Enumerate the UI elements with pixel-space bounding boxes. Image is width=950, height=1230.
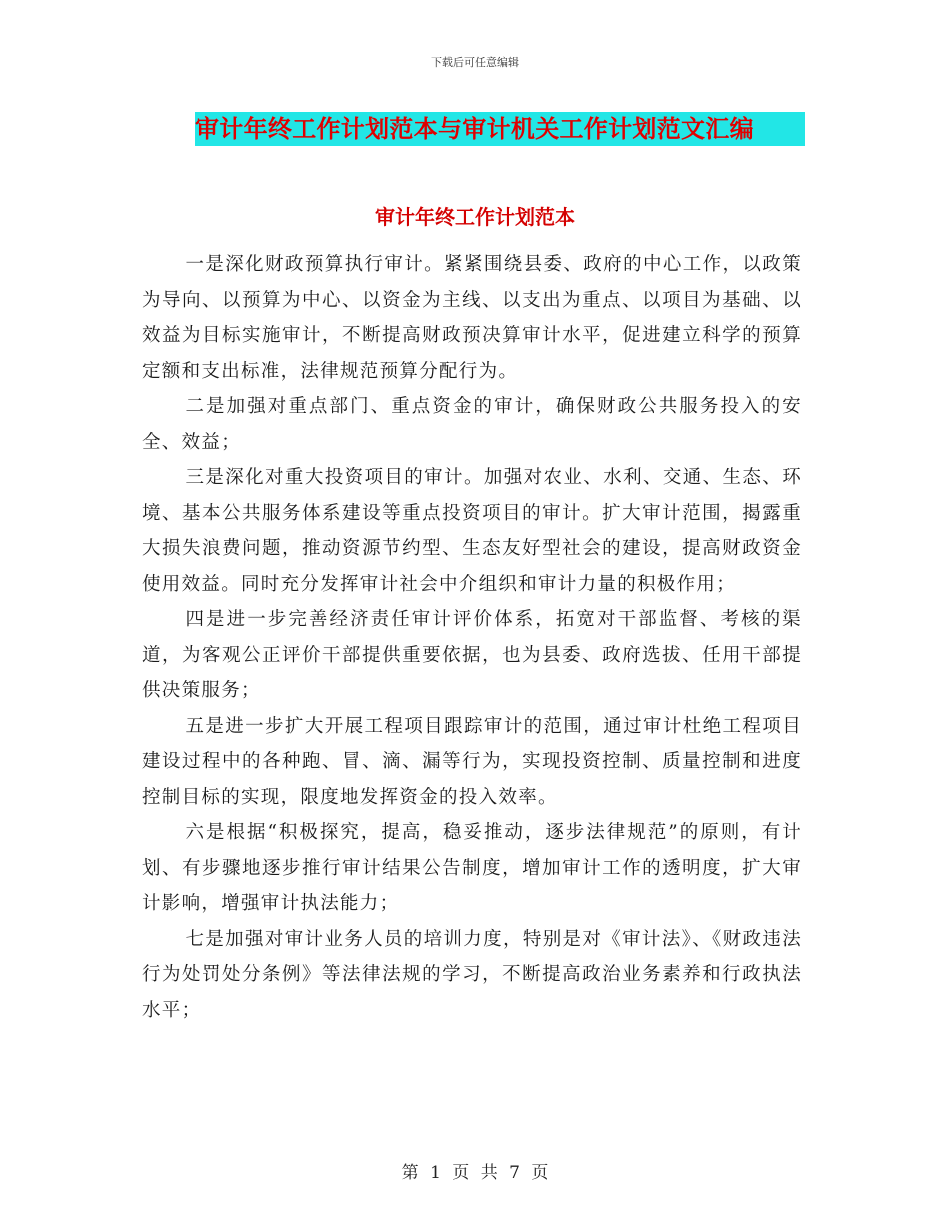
paragraph-4: 四是进一步完善经济责任审计评价体系，拓宽对干部监督、考核的渠道，为客观公正评价干部提供重要依据，也为县委、政府选拔、任用干部提供决策服务； [142,609,802,701]
paragraph-2: 二是加强对重点部门、重点资金的审计，确保财政公共服务投入的安全、效益； [142,396,802,453]
paragraph-5: 五是进一步扩大开展工程项目跟踪审计的范围，通过审计杜绝工程项目建设过程中的各种跑、冒、滴、漏等行为，实现投资控制、质量控制和进度控制目标的实现，限度地发挥资金的投入效率。 [142,715,802,808]
document-body [142,247,802,1028]
section-title: 审计年终工作计划范本 [375,205,575,229]
paragraph-6: 六是根据“积极探究，提高，稳妥推动，逐步法律规范”的原则，有计划、有步骤地逐步推行审计结果公告制度，增加审计工作的透明度，扩大审计影响，增强审计执法能力； [142,822,802,914]
page-number: 第 1 页 共 7 页 [401,1163,549,1183]
paragraph-3: 三是深化对重大投资项目的审计。加强对农业、水利、交通、生态、环境、基本公共服务体系建设等重点投资项目的审计。扩大审计范围，揭露重大损失浪费问题，推动资源节约型、生态友好型社会的建设，提高财政资金使用效益。同时充分发挥审计社会中介组织和审计力量的积极作用； [142,467,802,595]
paragraph-1: 一是深化财政预算执行审计。紧紧围绕县委、政府的中心工作，以政策为导向、以预算为中心、以资金为主线、以支出为重点、以项目为基础、以效益为目标实施审计，不断提高财政预决算审计水平，促进建立科学的预算定额和支出标准，法律规范预算分配行为。 [142,254,802,382]
paragraph-7: 七是加强对审计业务人员的培训力度，特别是对《审计法》、《财政违法行为处罚处分条例》等法律法规的学习，不断提高政治业务素养和行政执法水平； [142,928,802,1021]
document-title: 审计年终工作计划范本与审计机关工作计划范文汇编 [195,115,754,143]
header-note: 下载后可任意编辑 [431,56,519,69]
